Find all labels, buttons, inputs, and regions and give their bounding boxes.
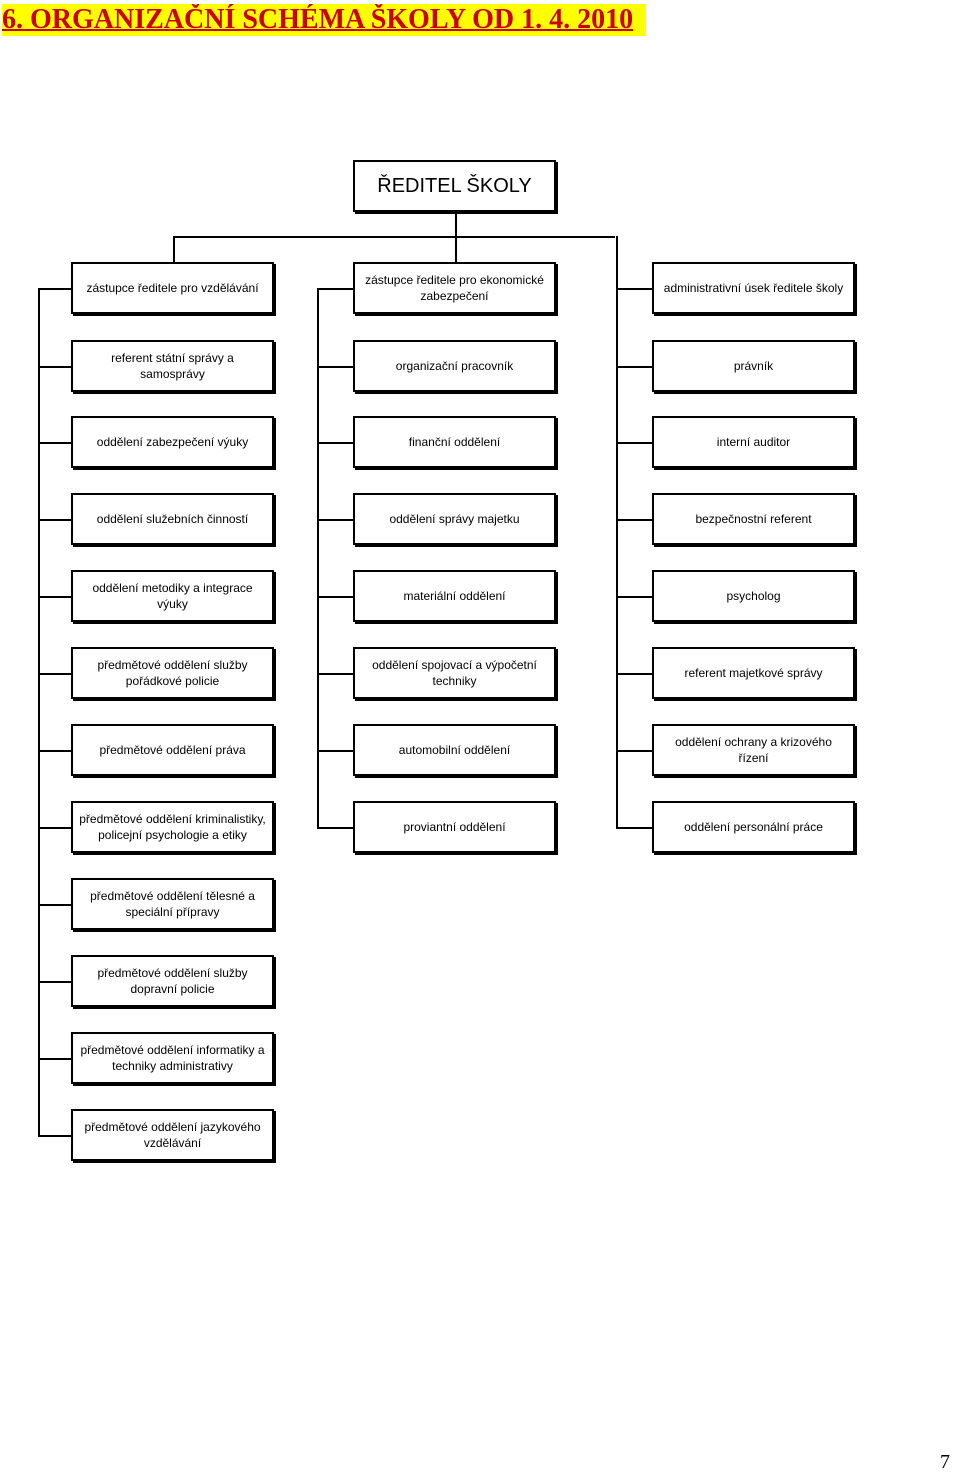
column-2-branch-1 <box>616 442 652 444</box>
column-2-item-1: interní auditor <box>652 416 855 468</box>
column-0-item-10: předmětové oddělení jazykového vzdělávání <box>71 1109 274 1161</box>
column-0-item-1: oddělení zabezpečení výuky <box>71 416 274 468</box>
column-2-branch-head <box>616 288 652 290</box>
column-0-branch-0 <box>38 366 71 368</box>
column-0-branch-2 <box>38 519 71 521</box>
column-0-branch-4 <box>38 673 71 675</box>
column-0-branch-1 <box>38 442 71 444</box>
column-0-item-2: oddělení služebních činností <box>71 493 274 545</box>
connector-to-head-1 <box>455 236 457 262</box>
column-2-branch-5 <box>616 750 652 752</box>
column-0-item-8: předmětové oddělení služby dopravní policie <box>71 955 274 1007</box>
column-0-spine <box>38 288 40 1136</box>
column-1-branch-6 <box>317 827 353 829</box>
column-0-branch-6 <box>38 827 71 829</box>
column-1-branch-4 <box>317 673 353 675</box>
column-0-item-7: předmětové oddělení tělesné a speciální přípravy <box>71 878 274 930</box>
column-1-item-2: oddělení správy majetku <box>353 493 556 545</box>
column-head-2: administrativní úsek ředitele školy <box>652 262 855 314</box>
column-2-item-3: psycholog <box>652 570 855 622</box>
column-1-item-1: finanční oddělení <box>353 416 556 468</box>
column-2-item-2: bezpečnostní referent <box>652 493 855 545</box>
column-2-item-6: oddělení personální práce <box>652 801 855 853</box>
root-box-director: ŘEDITEL ŠKOLY <box>353 160 556 212</box>
column-1-item-5: automobilní oddělení <box>353 724 556 776</box>
column-0-branch-10 <box>38 1135 71 1137</box>
column-0-branch-5 <box>38 750 71 752</box>
page-heading: 6. ORGANIZAČNÍ SCHÉMA ŠKOLY OD 1. 4. 2010 <box>2 4 646 36</box>
column-1-item-4: oddělení spojovací a výpočetní techniky <box>353 647 556 699</box>
column-2-branch-3 <box>616 596 652 598</box>
column-0-branch-3 <box>38 596 71 598</box>
column-1-connector-head <box>317 288 353 290</box>
column-0-item-3: oddělení metodiky a integrace výuky <box>71 570 274 622</box>
column-1-branch-5 <box>317 750 353 752</box>
column-0-item-6: předmětové oddělení kriminalistiky, policejní psychologie a etiky <box>71 801 274 853</box>
column-0-branch-9 <box>38 1058 71 1060</box>
column-0-item-0: referent státní správy a samosprávy <box>71 340 274 392</box>
connector-root-down <box>455 212 457 238</box>
column-0-item-5: předmětové oddělení práva <box>71 724 274 776</box>
column-2-item-5: oddělení ochrany a krizového řízení <box>652 724 855 776</box>
column-0-item-4: předmětové oddělení služby pořádkové policie <box>71 647 274 699</box>
column-1-item-3: materiální oddělení <box>353 570 556 622</box>
column-2-item-0: právník <box>652 340 855 392</box>
column-2-branch-0 <box>616 366 652 368</box>
column-1-spine <box>317 288 319 828</box>
column-2-branch-6 <box>616 827 652 829</box>
column-0-branch-7 <box>38 904 71 906</box>
column-2-branch-4 <box>616 673 652 675</box>
column-2-branch-2 <box>616 519 652 521</box>
page-number: 7 <box>940 1451 950 1473</box>
column-1-branch-0 <box>317 366 353 368</box>
connector-to-head-0 <box>173 236 175 262</box>
column-head-0: zástupce ředitele pro vzdělávání <box>71 262 274 314</box>
column-2-item-4: referent majetkové správy <box>652 647 855 699</box>
column-0-connector-head <box>38 288 71 290</box>
column-2-spine <box>616 236 618 828</box>
column-1-branch-1 <box>317 442 353 444</box>
column-0-branch-8 <box>38 981 71 983</box>
connector-top-bar <box>173 236 615 238</box>
column-1-branch-2 <box>317 519 353 521</box>
column-0-item-9: předmětové oddělení informatiky a techniky administrativy <box>71 1032 274 1084</box>
column-1-item-6: proviantní oddělení <box>353 801 556 853</box>
column-head-1: zástupce ředitele pro ekonomické zabezpečení <box>353 262 556 314</box>
column-1-branch-3 <box>317 596 353 598</box>
column-1-item-0: organizační pracovník <box>353 340 556 392</box>
